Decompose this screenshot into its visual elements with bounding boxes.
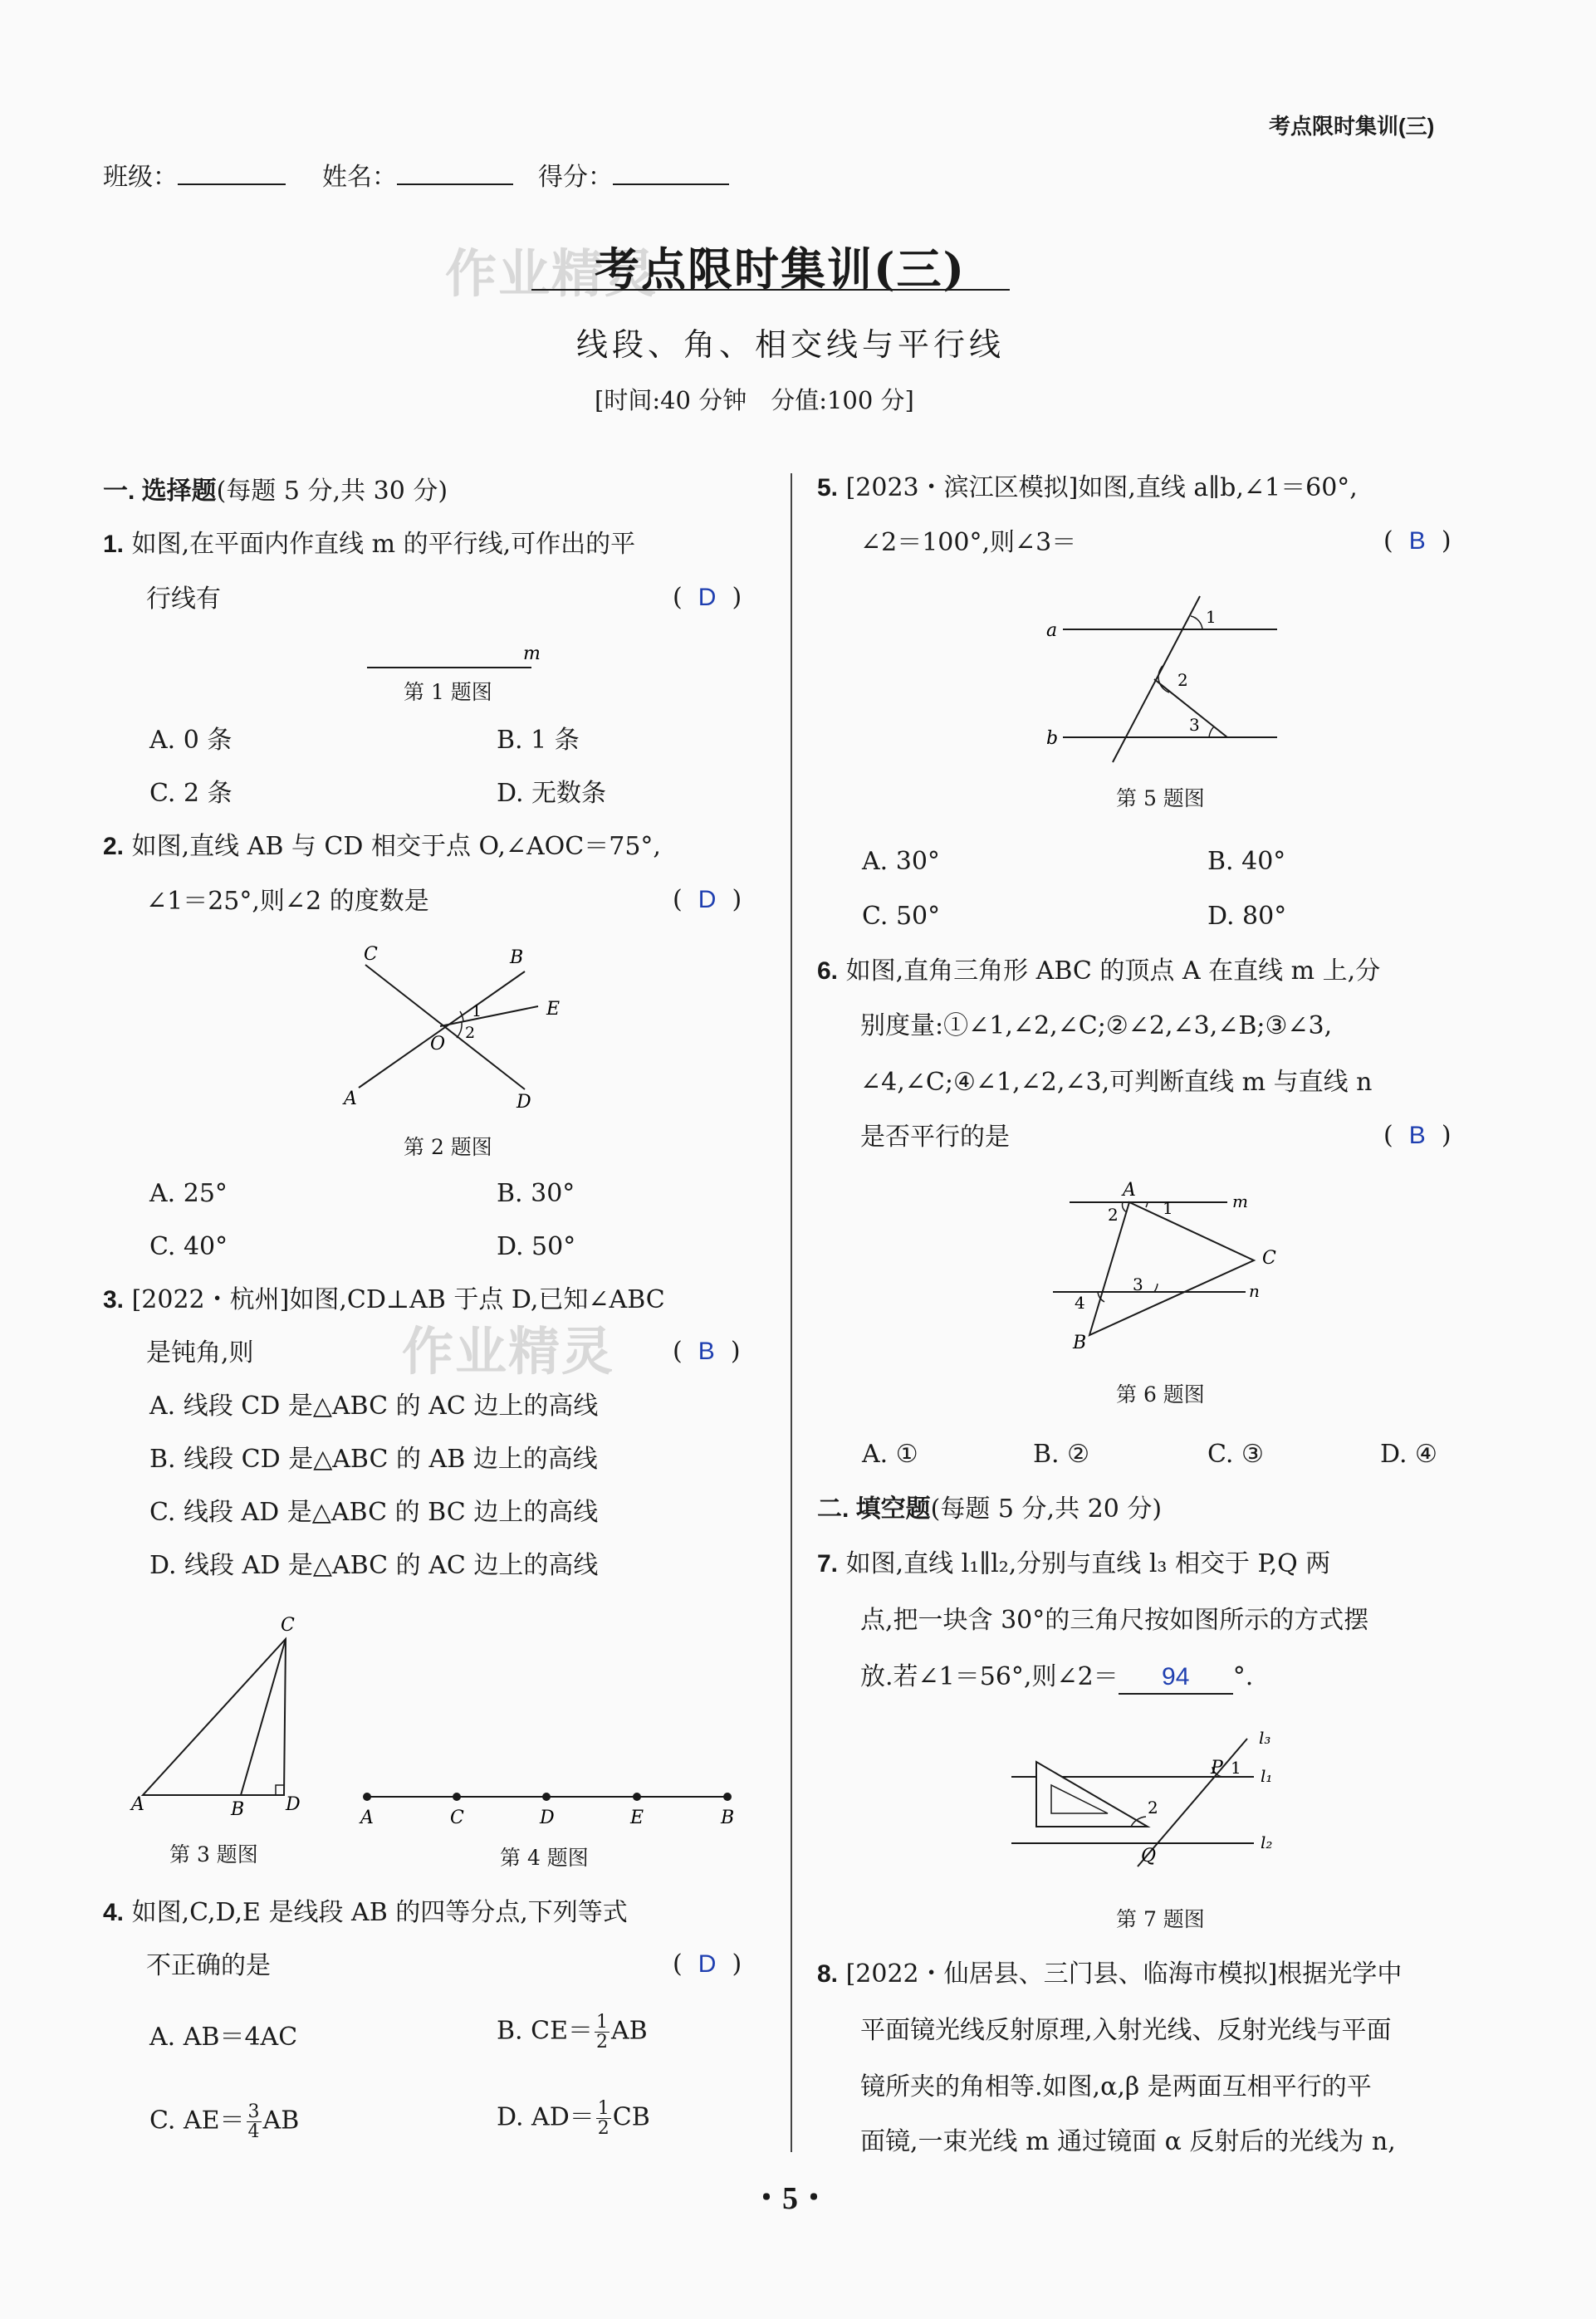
q3-label-b: B [231, 1799, 245, 1818]
page-number: ・5・ [751, 2181, 830, 2216]
q4-label-b: B [721, 1808, 735, 1828]
q6-label-angle2: 2 [1108, 1205, 1119, 1225]
q3-figure [125, 1611, 324, 1818]
q4-label-e: E [630, 1808, 644, 1828]
q2-label-angle1: 1 [472, 1002, 482, 1020]
q3-label-a: A [131, 1794, 144, 1815]
q3-label-d: D [286, 1794, 301, 1815]
q3-option-a: A. 线段 CD 是△ABC 的 AC 边上的高线 [149, 1392, 599, 1421]
running-header: 考点限时集训(三) [1269, 114, 1435, 139]
q5-stem-line2: ∠2＝100°,则∠3＝ [860, 528, 1077, 557]
q6-label-c: C [1262, 1248, 1276, 1269]
q4-option-d: D. AD＝ $\frac{1}{2}$ CB [497, 2098, 650, 2140]
q7-number: 7. [817, 1550, 839, 1578]
section-fill-note: (每题 5 分,共 20 分) [930, 1495, 1163, 1524]
q5-option-a: A. 30° [862, 847, 940, 876]
q2-label-b: B [510, 947, 524, 968]
q2-figure [332, 938, 581, 1121]
q2-number: 2. [103, 833, 125, 860]
q8-stem-line3: 镜所夹的角相等.如图,α,β 是两面互相平行的平 [860, 2072, 1372, 2101]
section-choice-title: 一. 选择题 [103, 477, 217, 505]
q2-option-c: C. 40° [149, 1232, 228, 1261]
q7-figure [1005, 1727, 1312, 1876]
q1-option-d: D. 无数条 [497, 779, 607, 808]
q2-caption: 第 2 题图 [404, 1135, 492, 1159]
q6-stem-line4: 是否平行的是 [860, 1123, 1010, 1152]
q5-label-a: a [1046, 620, 1058, 641]
q6-caption: 第 6 题图 [1116, 1382, 1205, 1407]
q2-answer: D [698, 886, 717, 913]
q5-option-c: C. 50° [862, 902, 941, 931]
q6-answer-paren: ( B ) [1383, 1121, 1452, 1150]
q8-stem-line4: 面镜,一束光线 m 通过镜面 α 反射后的光线为 n, [860, 2127, 1396, 2156]
q6-label-n: n [1249, 1281, 1260, 1301]
q5-number: 5. [817, 474, 839, 501]
q8-stem-line2: 平面镜光线反射原理,入射光线、反射光线与平面 [860, 2016, 1392, 2045]
q4-option-c-fraction: $\frac{3}{4}$ [247, 2101, 260, 2143]
q2-option-d: D. 50° [497, 1232, 576, 1261]
q4-option-b: B. CE＝ $\frac{1}{2}$ AB [497, 2012, 648, 2053]
q2-stem-line1: 2. 如图,直线 AB 与 CD 相交于点 O,∠AOC＝75°, [103, 832, 661, 861]
q1-figure [357, 641, 548, 674]
q3-number: 3. [103, 1286, 125, 1314]
q4-option-a: A. AB＝4AC [149, 2023, 298, 2052]
q4-stem-line2: 不正确的是 [146, 1951, 271, 1980]
score-field [538, 161, 729, 193]
section-fill-title: 二. 填空题 [817, 1495, 931, 1523]
time-info: [时间:40 分钟 分值:100 分] [595, 386, 914, 414]
class-label: 班级： [103, 163, 178, 192]
q5-stem-line1: 5. [2023・滨江区模拟]如图,直线 a∥b,∠1＝60°, [817, 473, 1358, 502]
q5-option-d: D. 80° [1207, 902, 1287, 931]
q2-option-b: B. 30° [497, 1179, 575, 1208]
name-field [322, 161, 513, 193]
q2-stem-line2: ∠1＝25°,则∠2 的度数是 [146, 887, 429, 916]
q1-option-b: B. 1 条 [497, 726, 580, 755]
q5-answer-paren: ( B ) [1383, 526, 1452, 555]
q6-option-a: A. ① [862, 1440, 918, 1469]
q1-option-c: C. 2 条 [149, 779, 233, 808]
q6-label-angle1: 1 [1163, 1198, 1173, 1218]
q7-label-angle1: 1 [1231, 1758, 1241, 1778]
q8-stem-line1: 8. [2022・仙居县、三门县、临海市模拟]根据光学中 [817, 1959, 1403, 1989]
q3-option-d: D. 线段 AD 是△ABC 的 AC 边上的高线 [149, 1551, 599, 1580]
class-field [103, 161, 286, 193]
q7-label-l1: l₁ [1261, 1766, 1273, 1786]
q2-label-d: D [516, 1092, 531, 1113]
q6-stem-line3: ∠4,∠C;④∠1,∠2,∠3,可判断直线 m 与直线 n [860, 1068, 1373, 1097]
q2-label-o: O [430, 1034, 446, 1054]
q1-number: 1. [103, 531, 125, 558]
q3-answer: B [698, 1338, 715, 1365]
q5-label-b: b [1046, 728, 1059, 749]
q6-label-b: B [1073, 1333, 1087, 1353]
q3-option-c: C. 线段 AD 是△ABC 的 BC 边上的高线 [149, 1498, 599, 1527]
q7-caption: 第 7 题图 [1116, 1907, 1205, 1931]
q4-number: 4. [103, 1899, 125, 1926]
column-divider [791, 473, 792, 2152]
q6-label-angle3: 3 [1133, 1274, 1143, 1294]
q2-option-a: A. 25° [149, 1179, 228, 1208]
watermark-middle: 作业精灵 [402, 1323, 615, 1381]
q3-stem-line1: 3. [2022・杭州]如图,CD⊥AB 于点 D,已知∠ABC [103, 1285, 665, 1314]
q8-number: 8. [817, 1960, 839, 1988]
q7-label-q: Q [1141, 1846, 1157, 1866]
q5-option-b: B. 40° [1207, 847, 1286, 876]
q4-option-b-fraction: $\frac{1}{2}$ [595, 2012, 608, 2053]
q1-stem-line1: 1. 如图,在平面内作直线 m 的平行线,可作出的平 [103, 530, 636, 559]
q3-label-c: C [281, 1615, 295, 1636]
q4-label-a: A [360, 1808, 374, 1828]
q7-answer: 94 [1162, 1663, 1190, 1690]
q5-label-angle2: 2 [1177, 670, 1188, 690]
q1-caption: 第 1 题图 [404, 680, 492, 704]
q1-option-a: A. 0 条 [149, 726, 233, 755]
q7-label-p: P [1211, 1758, 1223, 1778]
q3-answer-paren: ( B ) [673, 1337, 741, 1366]
q5-label-angle1: 1 [1206, 607, 1217, 627]
title-underline [531, 289, 1010, 291]
q2-label-c: C [364, 944, 378, 965]
q7-stem-line2: 点,把一块含 30°的三角尺按如图所示的方式摆 [860, 1606, 1369, 1635]
q2-label-a: A [344, 1089, 357, 1109]
q6-label-m: m [1232, 1191, 1248, 1211]
q6-answer: B [1408, 1122, 1426, 1149]
q7-set-square [1036, 1762, 1148, 1827]
page-subtitle: 线段、角、相交线与平行线 [576, 326, 1006, 363]
q4-answer-paren: ( D ) [673, 1950, 742, 1979]
q6-label-a: A [1123, 1180, 1136, 1201]
q4-caption: 第 4 题图 [500, 1846, 589, 1870]
q1-label-m: m [523, 643, 541, 664]
q4-option-c: C. AE＝ $\frac{3}{4}$ AB [149, 2101, 300, 2143]
q2-answer-paren: ( D ) [673, 885, 742, 914]
q4-label-d: D [540, 1808, 555, 1828]
q4-stem-line1: 4. 如图,C,D,E 是线段 AB 的四等分点,下列等式 [103, 1898, 628, 1927]
q3-stem-line2: 是钝角,则 [146, 1338, 254, 1367]
q6-option-b: B. ② [1033, 1440, 1090, 1469]
q3-triangle [143, 1639, 286, 1795]
q6-stem-line1: 6. 如图,直角三角形 ABC 的顶点 A 在直线 m 上,分 [817, 956, 1381, 986]
q4-label-c: C [450, 1808, 464, 1828]
section-choice-heading [103, 475, 448, 507]
q1-answer-paren: ( D ) [673, 583, 742, 612]
q6-figure [1046, 1177, 1295, 1360]
q7-answer-blank [1119, 1661, 1233, 1695]
name-label: 姓名： [322, 163, 397, 192]
q2-label-e: E [546, 999, 561, 1020]
q4-option-d-fraction: $\frac{1}{2}$ [597, 2098, 610, 2140]
q2-label-angle2: 2 [465, 1024, 476, 1042]
q5-answer: B [1408, 527, 1426, 555]
q3-option-b: B. 线段 CD 是△ABC 的 AB 边上的高线 [149, 1445, 598, 1474]
q6-label-angle4: 4 [1075, 1293, 1085, 1313]
q5-figure [1038, 581, 1304, 772]
q7-stem-line1: 7. 如图,直线 l₁∥l₂,分别与直线 l₃ 相交于 P,Q 两 [817, 1549, 1331, 1578]
q6-option-d: D. ④ [1380, 1440, 1437, 1469]
q4-figure [349, 1780, 747, 1830]
q6-option-c: C. ③ [1207, 1440, 1264, 1469]
q3-caption: 第 3 题图 [169, 1842, 258, 1866]
q4-answer: D [698, 1950, 717, 1978]
q7-stem-line3: 放.若∠1＝56°,则∠2＝ 94 °. [860, 1661, 1253, 1695]
section-fill-heading [817, 1493, 1162, 1525]
section-choice-note: (每题 5 分,共 30 分) [216, 477, 448, 506]
q7-label-angle2: 2 [1148, 1798, 1158, 1818]
q6-number: 6. [817, 957, 839, 985]
q6-stem-line2: 别度量:①∠1,∠2,∠C;②∠2,∠3,∠B;③∠3, [860, 1011, 1333, 1040]
q1-stem-line2: 行线有 [146, 585, 221, 614]
q5-label-angle3: 3 [1189, 715, 1200, 735]
q5-caption: 第 5 题图 [1116, 786, 1205, 810]
watermark-top: 作业精灵 [445, 246, 658, 303]
score-label: 得分： [538, 163, 613, 192]
q1-answer: D [698, 584, 717, 611]
q2-ray-oe [440, 1006, 538, 1026]
q7-label-l3: l₃ [1259, 1728, 1271, 1748]
q7-label-l2: l₂ [1261, 1832, 1273, 1852]
page-title: 考点限时集训(三) [595, 242, 967, 296]
